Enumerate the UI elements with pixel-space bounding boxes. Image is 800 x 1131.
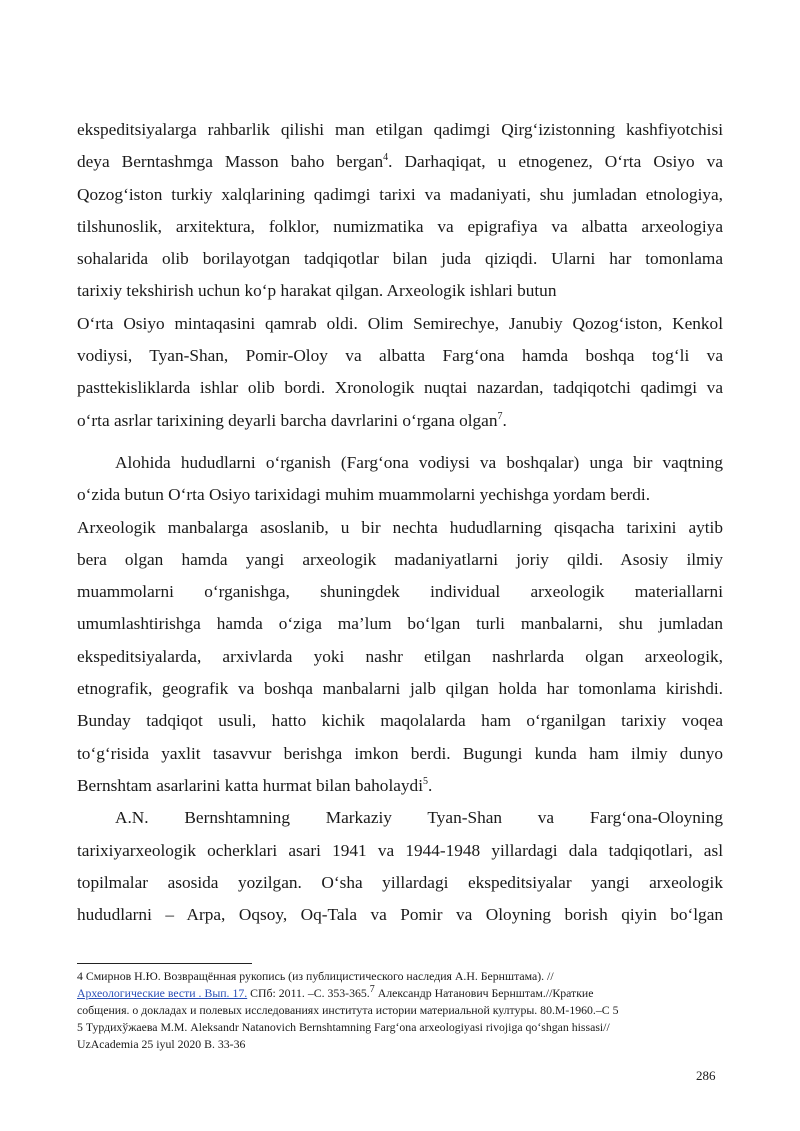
text-line: Qozog‘iston turkiy xalqlarining qadimgi tarixi va madaniyati, shu jumladan etnologiya, bbox=[77, 184, 723, 204]
text-line: to‘g‘risida yaxlit tasavvur berishga imkon berdi. Bugungi kunda ham ilmiy dunyo bbox=[77, 743, 723, 763]
footnote-text: 4 Смирнов Н.Ю. Возвращённая рукопись (из публицистического наследия А.Н. Бернштама). // bbox=[77, 969, 554, 983]
footnotes bbox=[77, 968, 723, 1053]
footnote-separator bbox=[77, 963, 252, 964]
text-line: O‘rta Osiyo mintaqasini qamrab oldi. Olim Semirechye, Janubiy Qozog‘iston, Kenkol bbox=[77, 313, 723, 333]
text-line: Bunday tadqiqot usuli, hatto kichik maqolalarda ham o‘rganilgan tarixiy voqea bbox=[77, 711, 723, 731]
paragraph-1 bbox=[77, 114, 723, 308]
footnote-text: UzAcademia 25 iyul 2020 B. 33-36 bbox=[77, 1037, 246, 1051]
footnote-ref: 7 bbox=[369, 984, 375, 996]
paragraph-2 bbox=[77, 308, 723, 437]
text-line: hududlarni – Arpa, Oqsoy, Oq-Tala va Pomir va Oloyning borish qiyin bo‘lgan bbox=[77, 905, 723, 925]
text-line: etnografik, geografik va boshqa manbalarni jalb qilgan holda har tomonlama kirishdi. bbox=[77, 679, 723, 699]
text-run: . Darhaqiqat, u etnogenez, O‘rta Osiyo va bbox=[388, 152, 723, 172]
footnote-5 bbox=[77, 1019, 723, 1053]
footnote-ref[interactable]: 5 bbox=[423, 776, 428, 788]
text-line: muammolarni o‘rganishga, shuningdek individual arxeologik materiallarni bbox=[77, 582, 723, 602]
text-line: ekspeditsiyalarda, arxivlarda yoki nashr etilgan nashrlarda olgan arxeologik, bbox=[77, 646, 723, 666]
text-line: sohalarida olib borilayotgan tadqiqotlar bilan juda qiziqdi. Ularni har tomonlama bbox=[77, 249, 723, 269]
footnote-text: Александр Натанович Бернштам.//Краткие bbox=[374, 986, 594, 1000]
text-line: o‘zida butun O‘rta Osiyo tarixidagi muhim muammolarni yechishga yordam berdi. bbox=[77, 485, 651, 505]
footnote-link[interactable]: Археологические вести . Вып. 17. bbox=[77, 986, 248, 1000]
footnote-4 bbox=[77, 968, 723, 1019]
text-line bbox=[77, 146, 723, 178]
text-line: bera olgan hamda yangi arxeologik madaniyatlarni joriy qildi. Asosiy ilmiy bbox=[77, 549, 723, 569]
text-run: deya Berntashmga Masson baho bergan bbox=[77, 152, 384, 172]
text-line: topilmalar asosida yozilgan. O‘sha yillardagi ekspeditsiyalar yangi arxeologik bbox=[77, 872, 723, 892]
footnote-ref[interactable]: 7 bbox=[497, 410, 503, 422]
text-line: tarixiyarxeologik ocherklari asari 1941 va 1944-1948 yillardagi dala tadqiqotlari, asl bbox=[77, 840, 723, 860]
text-line bbox=[77, 770, 723, 802]
text-run: . bbox=[502, 410, 507, 430]
text-line: A.N. Bernshtamning Markaziy Tyan-Shan va Farg‘ona-Oloyning bbox=[115, 808, 723, 828]
paragraph-4 bbox=[77, 802, 723, 931]
body-text bbox=[77, 114, 723, 931]
text-run: Bernshtam asarlarini katta hurmat bilan baholaydi bbox=[77, 775, 423, 795]
text-line: umumlashtirishga hamda o‘ziga ma’lum bo‘lgan turli manbalarni, shu jumladan bbox=[77, 614, 723, 634]
text-line: pasttekisliklarda ishlar olib bordi. Xronologik nuqtai nazardan, tadqiqotchi qadimgi va bbox=[77, 378, 723, 398]
footnote-text: СПб: 2011. –С. 353-365. bbox=[247, 986, 370, 1000]
footnote-text: собщения. о докладах и полевых исследованиях института истории материальной културы. 80.М-1960.–С 5 bbox=[77, 1003, 619, 1017]
footnote-text: 5 Турдиxўжаева М.М. Aleksandr Natanovich Bernshtamning Farg‘ona arxeologiyasi rivojiga qo‘shgan hissasi// bbox=[77, 1020, 610, 1034]
paragraph-3 bbox=[77, 447, 723, 802]
footnote-ref[interactable]: 4 bbox=[383, 152, 389, 164]
text-run: . bbox=[428, 775, 433, 795]
text-line: ekspeditsiyalarga rahbarlik qilishi man etilgan qadimgi Qirg‘izistonning kashfiyotchisi bbox=[77, 120, 723, 139]
text-line: tarixiy tekshirish uchun ko‘p harakat qilgan. Arxeologik ishlari butun bbox=[77, 281, 557, 301]
text-line bbox=[77, 405, 723, 437]
text-line: Alohida hududlarni o‘rganish (Farg‘ona vodiysi va boshqalar) unga bir vaqtning bbox=[115, 452, 723, 472]
text-line: vodiysi, Tyan-Shan, Pomir-Oloy va albatta Farg‘ona hamda boshqa tog‘li va bbox=[77, 346, 723, 366]
page-number: 286 bbox=[696, 1068, 716, 1083]
text-line: Arxeologik manbalarga asoslanib, u bir nechta hududlarning qisqacha tarixini aytib bbox=[77, 517, 723, 537]
text-line: tilshunoslik, arxitektura, folklor, numizmatika va epigrafiya va albatta arxeologiya bbox=[77, 216, 723, 236]
text-run: o‘rta asrlar tarixining deyarli barcha davrlarini o‘rgana olgan bbox=[77, 410, 498, 430]
